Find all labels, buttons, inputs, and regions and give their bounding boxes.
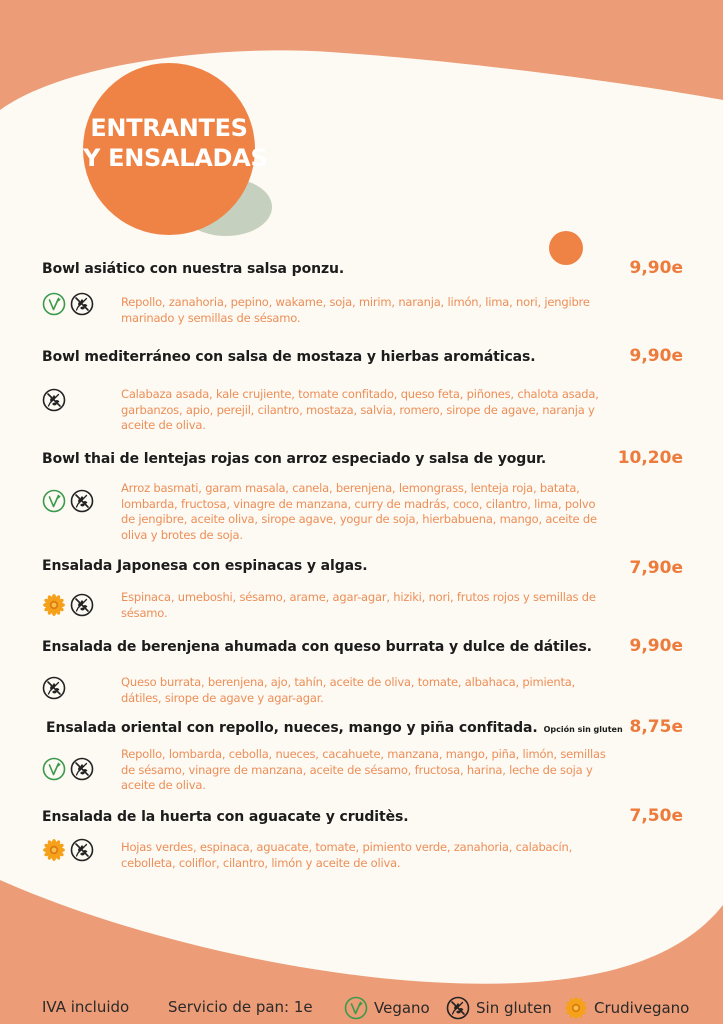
dish-price: 9,90e <box>629 346 683 366</box>
dish-name <box>46 720 623 736</box>
decorative-dot <box>549 231 583 265</box>
legend-gluten-free <box>446 996 552 1020</box>
legend-vegan-label: Vegano <box>374 999 430 1017</box>
iva-note: IVA incluido <box>42 998 130 1016</box>
gluten-free-icon <box>70 757 94 781</box>
gluten-free-icon <box>42 388 66 412</box>
gluten-free-icon <box>70 593 94 617</box>
raw-vegan-icon <box>564 996 588 1020</box>
vegan-icon <box>42 489 66 513</box>
dish-icons <box>42 676 66 700</box>
gluten-free-option-note: Opción sin gluten <box>543 725 623 734</box>
dish-price: 7,90e <box>629 558 683 578</box>
dish-price: 9,90e <box>629 636 683 656</box>
dish-name: Bowl mediterráneo con salsa de mostaza y hierbas aromáticas. <box>42 349 536 365</box>
dish-name-text: Ensalada oriental con repollo, nueces, mango y piña confitada. <box>46 720 538 736</box>
vegan-icon <box>42 292 66 316</box>
legend-vegan <box>344 996 430 1020</box>
dish-name: Ensalada de la huerta con aguacate y cruditès. <box>42 809 409 825</box>
gluten-free-icon <box>446 996 470 1020</box>
gluten-free-icon <box>42 676 66 700</box>
dish-description: Repollo, lombarda, cebolla, nueces, cacahuete, manzana, mango, piña, limón, semillas de sésamo, vinagre de manzana, aceite de sésamo, fructosa, harina, leche de soja y aceite de oliva. <box>121 747 606 792</box>
dish-icons <box>42 593 94 617</box>
dish-icons <box>42 757 94 781</box>
dish-description: Calabaza asada, kale crujiente, tomate confitado, queso feta, piñones, chalota asada, garbanzos, apio, perejil, cilantro, mostaza, salvia, romero, sirope de agave, naranja y aceite de oliva. <box>121 387 599 432</box>
dish-price: 9,90e <box>629 258 683 278</box>
dish-icons <box>42 838 94 862</box>
gluten-free-icon <box>70 489 94 513</box>
dish-price: 10,20e <box>617 448 683 468</box>
dish-name: Ensalada de berenjena ahumada con queso burrata y dulce de dátiles. <box>42 639 592 655</box>
section-title-line2: Y ENSALADAS <box>83 144 268 172</box>
dish-description: Arroz basmati, garam masala, canela, berenjena, lemongrass, lenteja roja, batata, lombarda, fructosa, vinagre de manzana, curry de madrás, coco, cilantro, lima, polvo de jengibre, aceite oliva, sirope agave, yogur de soja, hierbabuena, mango, aceite de oliva y brotes de soja. <box>121 481 597 542</box>
dish-description: Queso burrata, berenjena, ajo, tahín, aceite de oliva, tomate, albahaca, pimienta, dátiles, sirope de agave y agar-agar. <box>121 675 576 705</box>
raw-vegan-icon <box>42 593 66 617</box>
legend-raw-vegan <box>564 996 689 1020</box>
dish-name: Ensalada Japonesa con espinacas y algas. <box>42 558 368 574</box>
dish-description: Repollo, zanahoria, pepino, wakame, soja, mirim, naranja, limón, lima, nori, jengibre marinado y semillas de sésamo. <box>121 295 590 325</box>
bread-service-note: Servicio de pan: 1e <box>168 998 313 1016</box>
dish-name: Bowl asiático con nuestra salsa ponzu. <box>42 261 345 277</box>
legend-gluten-free-label: Sin gluten <box>476 999 552 1017</box>
dish-icons <box>42 292 94 316</box>
dish-icons <box>42 388 66 412</box>
section-title <box>83 113 268 173</box>
dish-description: Espinaca, umeboshi, sésamo, arame, agar-agar, hiziki, nori, frutos rojos y semillas de sésamo. <box>121 590 596 620</box>
vegan-icon <box>344 996 368 1020</box>
dish-description: Hojas verdes, espinaca, aguacate, tomate, pimiento verde, zanahoria, calabacín, cebolleta, coliflor, cilantro, limón y aceite de oliva. <box>121 840 573 870</box>
dish-price: 8,75e <box>629 717 683 737</box>
legend-raw-vegan-label: Crudivegano <box>594 999 690 1017</box>
vegan-icon <box>42 757 66 781</box>
dish-name: Bowl thai de lentejas rojas con arroz especiado y salsa de yogur. <box>42 451 547 467</box>
section-title-line1: ENTRANTES <box>90 114 248 142</box>
dish-price: 7,50e <box>629 806 683 826</box>
gluten-free-icon <box>70 838 94 862</box>
raw-vegan-icon <box>42 838 66 862</box>
dish-icons <box>42 489 94 513</box>
gluten-free-icon <box>70 292 94 316</box>
